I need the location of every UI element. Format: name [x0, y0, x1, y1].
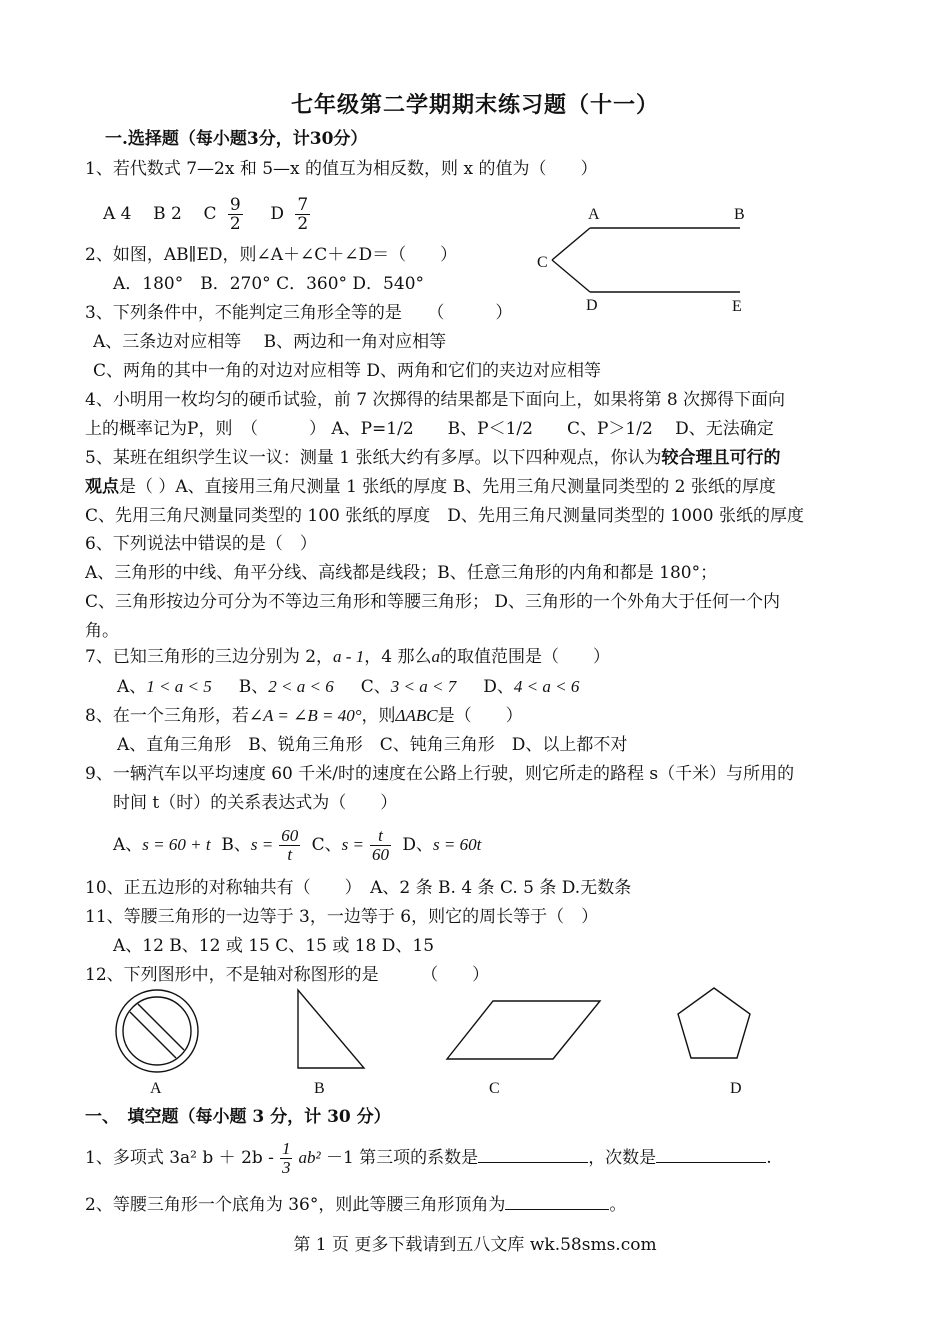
outer-circle	[116, 990, 198, 1072]
q10: 10、正五边形的对称轴共有（ ） A、2 条 B. 4 条 C. 5 条 D.无数条	[85, 878, 632, 898]
page-footer: 第 1 页 更多下载请到五八文库 wk.58sms.com	[293, 1235, 657, 1255]
q2-point-a-label: A	[588, 206, 600, 223]
q9-option-c-fraction	[370, 827, 391, 864]
q12-label-c: C	[489, 1080, 500, 1097]
parallelogram	[447, 1001, 600, 1059]
q6-stem: 6、下列说法中错误的是（ ）	[85, 534, 317, 554]
q2-point-b-label: B	[734, 206, 745, 223]
fill-q2-b: 。	[609, 1195, 627, 1215]
q12-shape-b-right-triangle	[296, 988, 368, 1074]
q1-options	[103, 190, 316, 238]
q8-stem	[85, 705, 523, 727]
q1-c-num: 9	[229, 195, 241, 215]
q1-d-den: 2	[297, 214, 309, 234]
segment-cd	[552, 260, 590, 292]
section-choice-heading: 一.选择题（每小题3分，计30分）	[105, 129, 368, 149]
segment-ac	[552, 228, 590, 260]
triangle	[298, 990, 364, 1068]
q7-stem-b: ，4 那么	[364, 647, 432, 667]
q5-line1-text: 5、某班在组织学生议一议：测量 1 张纸大约有多厚。以下四种观点，你认为	[85, 448, 662, 468]
q9-option-b-left: s =	[250, 835, 274, 854]
q1-option-b: B 2	[153, 204, 182, 224]
q5-line1	[85, 447, 780, 469]
q7-expr: a - 1	[333, 647, 365, 666]
fill-q1	[85, 1134, 772, 1182]
q1-d-num: 7	[297, 195, 309, 215]
q9-options	[113, 820, 481, 870]
q5-line2	[85, 476, 776, 498]
q9-line1: 9、一辆汽车以平均速度 60 千米/时的速度在公路上行驶，则它所走的路程 s（千米）与所用的	[85, 764, 795, 784]
q5-line1-bold: 较合理且可行的	[661, 448, 781, 468]
q3-options-ab: A、三条边对应相等 B、两边和一角对应相等	[93, 332, 447, 352]
q1-stem: 1、若代数式 7—2x 和 5—x 的值互为相反数，则 x 的值为（ ）	[85, 159, 598, 179]
q8-options: A、直角三角形 B、锐角三角形 C、钝角三角形 D、以上都不对	[117, 735, 628, 755]
q9-c-den: 60	[372, 845, 389, 864]
q2-point-d-label: D	[586, 297, 598, 314]
q9-option-d: s = 60t	[433, 835, 482, 854]
fill-q1-blank-coefficient[interactable]	[478, 1146, 588, 1163]
q9-option-c-left: s =	[341, 835, 364, 854]
q7-option-a-label: A、	[117, 677, 147, 697]
q3-stem: 3、下列条件中，不能判定三角形全等的是 （ ）	[85, 303, 513, 323]
q7-option-d: 4 < a < 6	[513, 677, 580, 696]
section-fill-heading: 一、 填空题（每小题 3 分，计 30 分）	[85, 1107, 391, 1127]
fill-q2	[85, 1193, 626, 1216]
fill-q1-fraction	[280, 1140, 293, 1177]
q2-point-e-label: E	[732, 298, 742, 315]
q8-stem-a: 8、在一个三角形，若	[85, 706, 249, 726]
q5-line3: C、先用三角尺测量同类型的 100 张纸的厚度 D、先用三角尺测量同类型的 1000 张纸的厚度	[85, 506, 804, 526]
q3-options-cd: C、两角的其中一角的对边对应相等 D、两角和它们的夹边对应相等	[93, 361, 602, 381]
q1-option-d-label: D	[270, 204, 284, 224]
q6-line3: C、三角形按边分可分为不等边三角形和等腰三角形； D、三角形的一个外角大于任何一个内	[85, 592, 781, 612]
q9-c-num: t	[370, 827, 391, 846]
q2-stem: 2、如图，AB∥ED，则∠A＋∠C＋∠D＝（ ）	[85, 245, 458, 265]
q1-option-c-fraction	[228, 196, 243, 233]
q4-line1: 4、小明用一枚均匀的硬币试验，前 7 次掷得的结果都是下面向上，如果将第 8 次掷得下面向	[85, 390, 786, 410]
q1-c-den: 2	[229, 214, 241, 234]
q5-line2-bold: 观点	[85, 477, 119, 497]
fill-q1-d: .	[766, 1148, 772, 1168]
q4-line2: 上的概率记为P，则 （ ） A、P=1/2 B、P＜1/2 C、P＞1/2 D、无法确定	[85, 419, 774, 439]
q7-var: a	[431, 647, 440, 666]
fill-q2-blank[interactable]	[505, 1193, 609, 1210]
fill-q2-a: 2、等腰三角形一个底角为 36°，则此等腰三角形顶角为	[85, 1195, 506, 1215]
q7-stem	[85, 646, 610, 668]
q9-line2: 时间 t（时）的关系表达式为（ ）	[113, 793, 398, 813]
fill-q1-den: 3	[281, 1158, 291, 1177]
q7-stem-a: 7、已知三角形的三边分别为 2，	[85, 647, 334, 667]
q2-figure	[540, 220, 750, 315]
q8-stem-c: 是（ ）	[437, 706, 523, 726]
q9-option-a-label: A、	[113, 835, 143, 855]
fill-q1-a: 1、多项式 3a² b ＋ 2b -	[85, 1148, 274, 1168]
q6-line2: A、三角形的中线、角平分线、高线都是线段；B、任意三角形的内角和都是 180°；	[85, 563, 718, 583]
q12-shape-c-parallelogram	[445, 999, 605, 1063]
inner-circle	[123, 997, 191, 1065]
q1-option-d-fraction	[295, 196, 310, 233]
q12-label-d: D	[730, 1080, 742, 1097]
fill-q1-blank-degree[interactable]	[656, 1146, 766, 1163]
q9-option-d-label: D、	[402, 835, 434, 855]
q5-line2-text: 是（ ）A、直接用三角尺测量 1 张纸的厚度 B、先用三角尺测量同类型的 2 张纸的厚度	[119, 477, 776, 497]
q7-stem-c: 的取值范围是（ ）	[439, 647, 610, 667]
q1-option-c-label: C	[203, 204, 217, 224]
q9-option-b-label: B、	[221, 835, 251, 855]
q12-label-a: A	[150, 1080, 162, 1097]
q11-stem: 11、等腰三角形的一边等于 3，一边等于 6，则它的周长等于（ ）	[85, 907, 599, 927]
q1-option-a: A 4	[103, 204, 132, 224]
pentagon	[678, 988, 750, 1058]
q7-option-a: 1 < a < 5	[146, 677, 212, 696]
q2-point-c-label: C	[537, 254, 548, 271]
q9-b-num: 60	[281, 826, 299, 845]
q8-expr: ∠A = ∠B = 40°	[248, 706, 362, 725]
page-title: 七年级第二学期期末练习题（十一）	[290, 92, 659, 118]
q8-stem-b: ，则	[361, 706, 396, 726]
q12-label-b: B	[314, 1080, 325, 1097]
fill-q1-num: 1	[281, 1139, 291, 1158]
q9-option-a: s = 60 + t	[142, 835, 211, 854]
q6-line4: 角。	[85, 621, 119, 641]
fill-q1-term: ab²	[298, 1148, 321, 1167]
q9-b-den: t	[287, 845, 293, 864]
q7-option-c-label: C、	[360, 677, 391, 697]
q8-triangle: ΔABC	[395, 706, 438, 725]
q12-shape-d-pentagon	[676, 986, 756, 1062]
q12-stem: 12、下列图形中，不是轴对称图形的是 （ ）	[85, 965, 490, 985]
fill-q1-c: ，次数是	[588, 1148, 657, 1168]
q9-option-b-fraction	[279, 827, 300, 864]
q7-option-b: 2 < a < 6	[268, 677, 334, 696]
q7-option-c: 3 < a < 7	[390, 677, 457, 696]
q7-options	[117, 676, 579, 698]
q9-option-c-label: C、	[311, 835, 342, 855]
q12-shape-a-no-entry	[113, 988, 203, 1078]
q7-option-d-label: D、	[483, 677, 514, 697]
q11-options: A、12 B、12 或 15 C、15 或 18 D、15	[113, 936, 435, 956]
q7-option-b-label: B、	[238, 677, 269, 697]
fill-q1-b: －1 第三项的系数是	[325, 1148, 479, 1168]
q2-options: A．180° B．270° C．360° D．540°	[113, 274, 425, 294]
